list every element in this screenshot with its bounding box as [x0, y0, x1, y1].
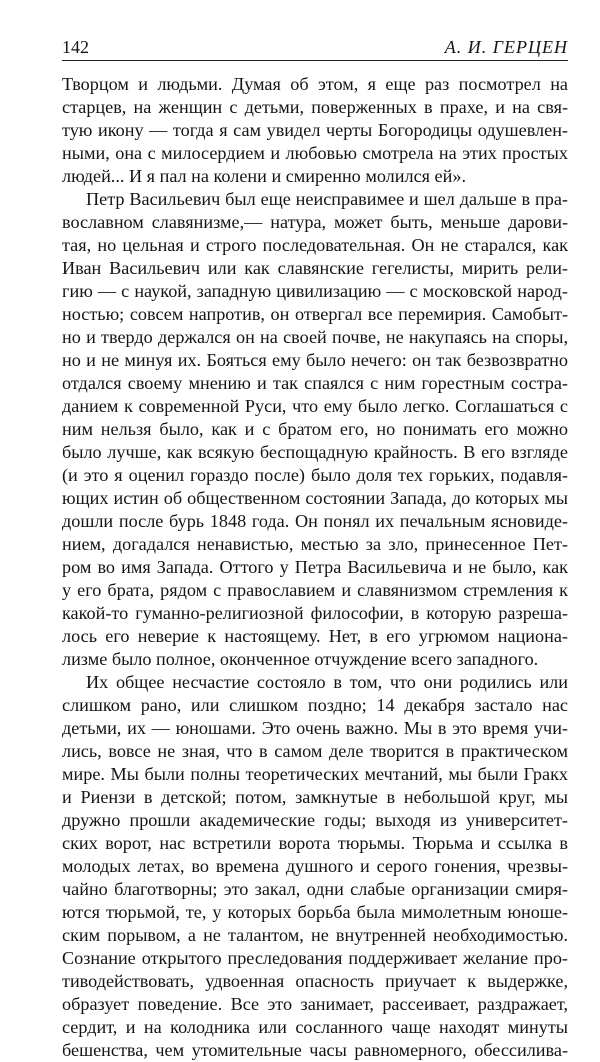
- text-line: лись, вовсе не зная, что в самом деле творится в практическом: [62, 741, 568, 761]
- text-line: но и не минуя их. Бояться ему было нечего: он так безвозвратно: [62, 350, 568, 370]
- running-head: А. И. ГЕРЦЕН: [444, 37, 568, 57]
- text-line: ским порывом, а не талантом, не внутренней необходимостью.: [62, 925, 568, 945]
- text-line: Сознание открытого преследования поддерживает желание про-: [62, 948, 568, 968]
- text-line: лось его неверие к настоящему. Нет, в его угрюмом национа-: [62, 626, 568, 646]
- text-line: дошли после бурь 1848 года. Он понял их печальным ясновиде-: [62, 511, 568, 531]
- text-line: ющих истин об общественном состоянии Запада, до которых мы: [62, 488, 568, 508]
- text-line: нием, догадался ненавистью, местью за зло, принесенное Пет-: [62, 534, 568, 554]
- text-line: тая, но цельная и строго последовательная. Он не старался, как: [62, 235, 568, 255]
- page-number: 142: [62, 37, 89, 57]
- text-line: дружно прошли академические годы; выходя из университет-: [62, 810, 568, 830]
- text-line: тую икону — тогда я сам увидел черты Богородицы одушевлен-: [62, 120, 568, 140]
- text-line: данием к современной Руси, что ему было легко. Соглашаться с: [62, 396, 568, 416]
- text-line: ностью; совсем напротив, он отвергал все перемирия. Самобыт-: [62, 304, 568, 324]
- text-line: лизме было полное, оконченное отчуждение всего западного.: [62, 649, 539, 669]
- text-line: но и твердо держался он на своей почве, не накупаясь на споры,: [62, 327, 568, 347]
- text-line: ских ворот, нас встретили ворота тюрьмы. Тюрьма и ссылка в: [62, 833, 568, 853]
- text-line: Творцом и людьми. Думая об этом, я еще раз посмотрел на: [62, 74, 568, 94]
- page-header: [62, 36, 568, 62]
- text-line: людей... И я пал на колени и смиренно молился ей».: [62, 166, 466, 186]
- text-line: молодых летах, во времена душного и серого гонения, чрезвы-: [62, 856, 568, 876]
- text-line: сердит, и на колодника или сосланного чаще находят минуты: [62, 1017, 568, 1037]
- text-line: чайно благотворны; это закал, одни слабые организации смиря-: [62, 879, 568, 899]
- text-line: мире. Мы были полны теоретических мечтаний, мы были Гракх: [62, 764, 568, 784]
- text-line: ются тюрьмой, те, у которых борьба была мимолетным юноше-: [62, 902, 568, 922]
- text-line: образует поведение. Все это занимает, рассеивает, раздражает,: [62, 994, 568, 1014]
- text-line: у его брата, рядом с православием и славянизмом стремления к: [62, 580, 568, 600]
- text-line: какой-то гуманно-религиозной философии, в которую разреша-: [62, 603, 568, 623]
- text-line: Иван Васильевич или как славянские гегелисты, мирить рели-: [62, 258, 568, 278]
- body-text: [62, 73, 568, 1062]
- text-line: вославном славянизме,— натура, может быть, меньше дарови-: [62, 212, 568, 232]
- text-line: ним нельзя было, как и с братом его, но понимать его можно: [62, 419, 568, 439]
- text-line: и Риензи в детской; потом, замкнутые в небольшой круг, мы: [62, 787, 568, 807]
- text-line: Их общее несчастие состояло в том, что они родились или: [86, 672, 568, 692]
- text-line: бешенства, чем утомительные часы равномерного, обессилива-: [62, 1040, 568, 1060]
- text-line: (и это я оценил гораздо после) было доля тех горьких, подавля-: [62, 465, 568, 485]
- text-line: детьми, их — юношами. Это очень важно. Мы в это время учи-: [62, 718, 568, 738]
- text-line: тиводействовать, удвоенная опасность приучает к выдержке,: [62, 971, 568, 991]
- text-line: старцев, на женщин с детьми, поверженных в прахе, и на свя-: [62, 97, 568, 117]
- text-line: слишком рано, или слишком поздно; 14 декабря застало нас: [62, 695, 568, 715]
- text-line: гию — с наукой, западную цивилизацию — с московской народ-: [62, 281, 568, 301]
- text-line: было лучше, как всякую беспощадную крайность. В его взгляде: [62, 442, 568, 462]
- text-line: Петр Васильевич был еще неисправимее и шел дальше в пра-: [86, 189, 568, 209]
- text-line: ными, она с милосердием и любовью смотрела на этих простых: [62, 143, 568, 163]
- header-rule: [62, 60, 568, 61]
- text-line: отдался своему мнению и так спаялся с ним горестным состра-: [62, 373, 568, 393]
- text-line: ром во имя Запада. Оттого у Петра Васильевича и не было, как: [62, 557, 568, 577]
